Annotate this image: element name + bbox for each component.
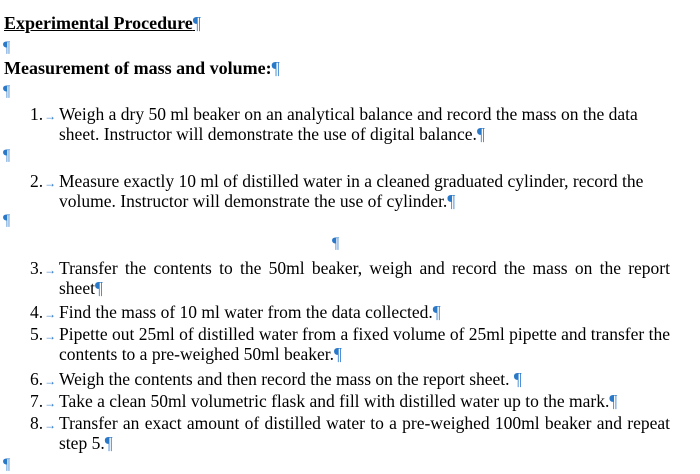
list-item-number: 5.→ [30,324,57,344]
tab-arrow-icon: → [44,176,57,190]
pilcrow-mark: ¶ [334,344,342,364]
list-item-number: 1.→ [30,104,57,124]
list-item-number: 3.→ [30,258,57,278]
pilcrow-mark: ¶ [609,391,618,411]
empty-paragraph-mark: ¶ [3,39,11,56]
pilcrow-mark: ¶ [432,302,441,322]
empty-paragraph-mark: ¶ [3,212,11,229]
pilcrow-mark: ¶ [476,124,485,144]
list-item-text: Weigh the contents and then record the mass on the report sheet. ¶ [59,369,522,389]
list-item-text: Find the mass of 10 ml water from the data collected.¶ [59,302,441,322]
title-text: Experimental Procedure [4,13,193,33]
list-item-text: Transfer an exact amount of distilled water to a pre-weighed 100ml beaker and repeat step 5.¶ [59,413,670,453]
tab-arrow-icon: → [44,329,57,343]
list-item-number: 6.→ [30,369,57,389]
empty-paragraph-mark: ¶ [3,147,11,164]
list-item-number: 7.→ [30,391,57,411]
pilcrow-mark: ¶ [271,58,280,78]
list-item-number: 8.→ [30,413,57,433]
pilcrow-mark: ¶ [513,369,522,389]
tab-arrow-icon: → [44,418,57,432]
section-heading [4,58,280,79]
section-heading-text: Measurement of mass and volume: [4,58,272,78]
pilcrow-mark: ¶ [104,433,113,453]
empty-paragraph-mark: ¶ [3,83,11,100]
tab-arrow-icon: → [44,263,57,277]
list-item-text: Transfer the contents to the 50ml beaker, weigh and record the mass on the report sheet¶ [59,258,670,298]
pilcrow-mark: ¶ [447,191,456,211]
list-item-text: Pipette out 25ml of distilled water from a fixed volume of 25ml pipette and transfer the contents to a pre-weighed 50ml beaker.¶ [59,324,670,364]
list-item-number: 4.→ [30,302,57,322]
tab-arrow-icon: → [44,396,57,410]
list-item-text: Measure exactly 10 ml of distilled water in a cleaned graduated cylinder, record the volume. Instructor will demonstrate the use of cylinder.¶ [59,171,644,211]
empty-paragraph-mark: ¶ [332,235,340,252]
list-item-number: 2.→ [30,171,57,191]
document-title [4,13,201,34]
list-item-text: Take a clean 50ml volumetric flask and fill with distilled water up to the mark.¶ [59,391,618,411]
pilcrow-mark: ¶ [94,278,103,298]
tab-arrow-icon: → [44,307,57,321]
list-item-text: Weigh a dry 50 ml beaker on an analytical balance and record the mass on the data sheet. Instructor will demonstrate the use of digital balance.¶ [59,104,638,144]
empty-paragraph-mark: ¶ [3,456,11,473]
pilcrow-mark: ¶ [192,13,201,33]
tab-arrow-icon: → [44,109,57,123]
tab-arrow-icon: → [44,374,57,388]
